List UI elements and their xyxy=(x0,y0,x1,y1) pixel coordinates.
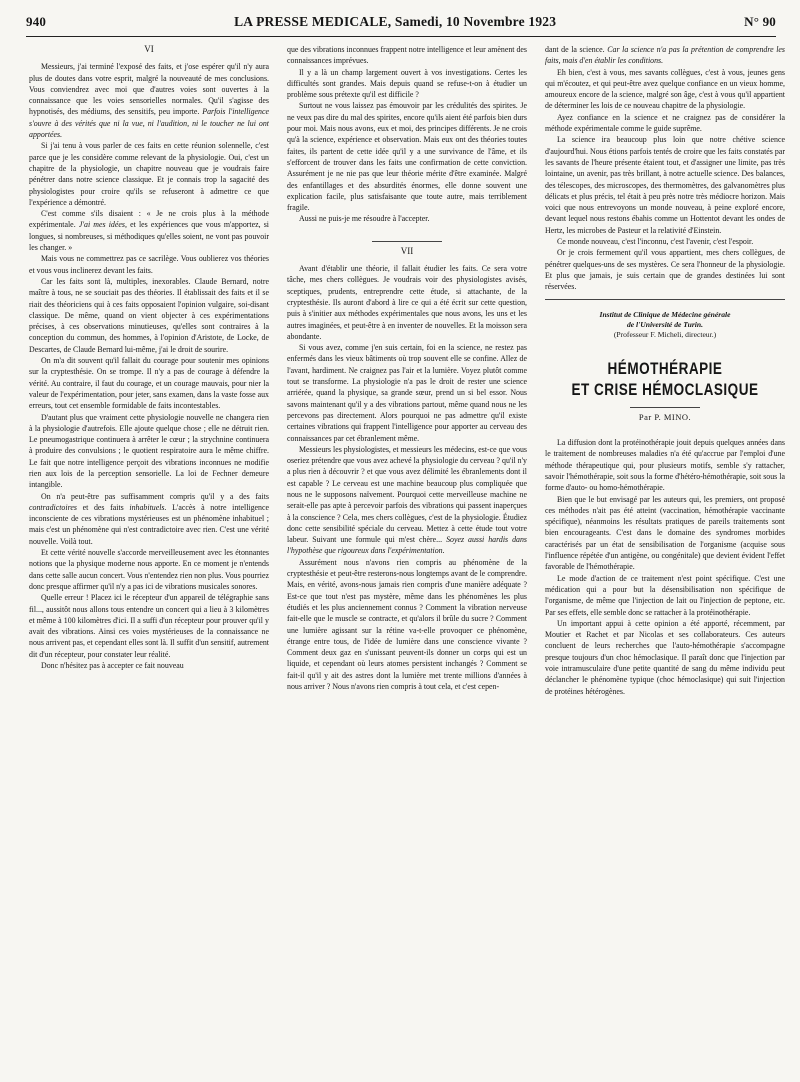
institute-line-2: de l'Université de Turin. xyxy=(626,319,704,329)
paragraph: que des vibrations inconnues frappent notre intelligence et leur amènent des connaissances imprévues. xyxy=(287,45,527,66)
paragraph: Aussi ne puis-je me résoudre à l'accepter. xyxy=(299,214,430,224)
spacer xyxy=(287,225,527,239)
article-title-line-1: HÉMOTHÉRAPIE xyxy=(607,359,723,378)
paragraph: Quelle erreur ! Placez ici le récepteur d'un appareil de télégraphie sans fil..., aussitôt nous allons tous entendre un concert qui a lieu à 3 kilomètres et même à 100 kilomètres d'ici. Il a suffi d'un récepteur pour prouver qu'il y avait des vibrations. Ainsi ces voies mystérieuses de la connaissance ne nous arrivent pas, et cependant elles sont là. Il suffit d'un sensitif, autrement dit d'un récepteur, pour constater leur réalité. xyxy=(29,593,269,659)
paragraph: Assurément nous n'avons rien compris au phénomène de la cryptesthésie et peut-être resterons-nous longtemps avant de le comprendre. Mais, en vérité, avons-nous jamais rien compris d'une manière adéquate ? Est-ce que tout n'est pas mystère, même dans les phénomènes les plus étudiés et les plus anciennement connus ? Comment la vibration nerveuse fait-elle que le muscle se contracte, et qu'alors il brûle du sucre ? Comment une lumière agissant sur la rétine va-t-elle provoquer ce phénomène, étrange entre tous, de l'idée de lumière dans une conscience vivante ? Comment deux gaz en s'unissant peuvent-ils donner un corps qui est un liquide, et cependant où leurs atomes persistent inchangés ? Comment se fait-il qu'il y ait des astres dont la lumière met trente millions d'années à nous arriver ? Nous n'avons rien compris à tout cela, et c'est cepen- xyxy=(287,557,527,692)
paragraph: Bien que le but envisagé par les auteurs qui, les premiers, ont proposé ces méthodes n'ait pas été atteint (vaccination, hémothérapie vaccinante spécifique), néanmoins les résultats pratiques de pareils traitements sont bien encourageants. C'est dans le domaine des syndromes morbides caractérisés par un état de sensibilisation de l'organisme (acquise sous l'influence répétée d'un antigène, ou congénitale) que devient évident l'effet favorable de l'hémothérapie. xyxy=(545,494,785,572)
section-rule xyxy=(372,241,442,242)
column-2 xyxy=(287,44,527,1074)
title-rule xyxy=(630,407,700,408)
paragraph: Mais vous ne commettrez pas ce sacrilège. Vous oublierez vos théories et vous vous inclinerez devant les faits. xyxy=(29,254,269,275)
paragraph: Or je crois fermement qu'il vous appartient, mes chers collègues, de pénétrer quelques-uns de ses mystères. Ce sera l'honneur de la physiologie. Et plus que jamais, je suis certain que de grandes destinées lui sont réservées. xyxy=(545,248,785,292)
paragraph: Surtout ne vous laissez pas émouvoir par les crédulités des spirites. Je ne veux pas dire du mal des spirites, encore qu'ils aient été parfois bien durs pour moi. Mais nous avons, eux et moi, des principes différents. Je ne crois qu'à la science, expérience et observation. Mais eux ont des théories toutes faites, ils partent de cette idée qu'il y a une survivance de l'âme, et ils s'efforcent de trouver dans les faits une confirmation de cette conviction. Assurément je ne nie pas que leur théorie mérite d'être examinée. Malgré des enfantillages et des absurdités énormes, elle donne souvent une explication facile, plus satisfaisante que toute autre, mais terriblement fragile. xyxy=(287,101,527,213)
paragraph: dant de la science. Car la science n'a pas la prétention de comprendre les faits, mais d'en établir les conditions. xyxy=(545,45,785,66)
paragraph: Messieurs les physiologistes, et messieurs les médecins, est-ce que vous oseriez prétendre que vous avez achevé la physiologie du cerveau ? qu'il n'y a plus rien à découvrir ? et que vous avez délimité les ébranlements dont il est capable ? Le cerveau est une machine beaucoup plus compliquée que nous ne le supposons naïvement. Pourquoi cette merveilleuse machine ne serait-elle pas apte à percevoir parfois des vibrations qui passent inaperçues à la conscience ? Cela, mes chers collègues, c'est de la physiologie. Étudiez donc cette sensibilité spéciale du cerveau. Mettez à cette étude tout votre labeur. Suivant une formule qui m'est chère... Soyez aussi hardis dans l'hypothèse que rigoureux dans l'expérimentation. xyxy=(287,444,527,556)
paragraph: Le mode d'action de ce traitement n'est point spécifique. C'est une médication qui a pour but la désensibilisation non spécifique de l'organisme, de même que l'injection de lait ou l'injection de peptone, etc. Par ses effets, elle semble donc se rattacher à la protéinothérapie. xyxy=(545,573,785,617)
paragraph: La diffusion dont la protéinothérapie jouit depuis quelques années dans le traitement de nombreuses maladies n'a été qu'accrue par l'emploi d'une méthode thérapeutique qui, pour plusieurs motifs, semble s'y rattacher, savoir l'hémothérapie, soit sous la forme d'hétéro-hémothérapie, soit sous la forme d'auto- ou homo-hémothérapie. xyxy=(545,438,785,493)
institute-line-1: Institut de Clinique de Médecine générale xyxy=(599,309,731,319)
issue-number: N° 90 xyxy=(744,14,776,29)
paragraph: Si j'ai tenu à vous parler de ces faits en cette réunion solennelle, c'est parce que je les considère comme relevant de la physiologie. Oui, c'est un chapitre de la physiologie, un chapitre nouveau que je voudrais faire pénétrer dans notre science classique. Et je connais trop la sagacité des physiologistes pour croire qu'ils se refuseront à admettre ce que l'expérience a démontré. xyxy=(29,141,269,207)
paragraph: Ayez confiance en la science et ne craignez pas de considérer la méthode expérimentale comme le guide suprême. xyxy=(545,112,785,134)
section-number-vi: VI xyxy=(144,44,154,54)
paragraph: C'est comme s'ils disaient : « Je ne crois plus à la méthode expérimentale. J'ai mes idées, et les expériences que vous m'apportez, si longues, si nombreuses, si méthodiques qu'elles soient, ne vont pas pouvoir les changer. » xyxy=(29,209,269,253)
professor-line: (Professeur F. Micheli, directeur.) xyxy=(613,330,717,340)
masthead: LA PRESSE MEDICALE, Samedi, 10 Novembre 1923 xyxy=(234,14,557,29)
paragraph: Car les faits sont là, multiples, inexorables. Claude Bernard, notre maître à tous, ne se souciait pas des théories. Il établissait des faits et il se riait des théoriciens qui à ces faits opposaient l'opinion vulgaire, soi-disant classique. De même, quand on vient objecter à ces expérimentations précises, à ces observations minutieuses, qu'elles sont contraires à la conception du commun, des hommes, à l'opinion d'Aristote, de Locke, de Descartes, de Claude Bernard lui-même, j'ai le droit de sourire. xyxy=(29,276,269,354)
byline: Par P. MINO. xyxy=(638,411,692,422)
paragraph: Un important appui à cette opinion a été apporté, récemment, par Moutier et Rachet et par Nicolas et ses collaborateurs. Ces auteurs concluent de leurs recherches que l'auto-hémothérapie s'accompagne presque toujours d'un choc hémoclasique. Il paraît donc que l'injection par voie intramusculaire d'une petite quantité de sang du même individu peut déclancher le phénomène typique (choc hémoclasique) qui suit l'injection de protéines hétérogènes. xyxy=(545,618,785,696)
paragraph: Donc n'hésitez pas à accepter ce fait nouveau xyxy=(41,661,184,671)
page-number: 940 xyxy=(26,14,47,29)
paragraph: La science ira beaucoup plus loin que notre chétive science d'aujourd'hui. Nous étions parfois tentés de croire que les faits constatés par les savants de l'heure présente étaient tout, et d'assigner une limite, pas très lointaine, un avenir, pas très brillant, à notre actuelle science. Des balances, des télescopes, des microscopes, des thermomètres, des galvanomètres plus délicats et plus précis, tel était à peu près notre très médiocre horizon. Mais voici que nous entrevoyons un monde nouveau, à peine exploré encore, devant lequel nous restons ébahis comme un Hottentot devant les ondes de Hertz, les microbes de Pasteur et la relativité d'Einstein. xyxy=(545,135,785,235)
page-header xyxy=(26,14,776,36)
section-number-vii: VII xyxy=(400,245,414,256)
column-3 xyxy=(545,44,785,1074)
paragraph: Avant d'établir une théorie, il fallait étudier les faits. Ce sera votre tâche, mes chers collègues. Je voudrais voir des physiologistes avisés, sceptiques, prudents, entreprendre cette étude, si attachante, de la cryptesthésie. Ils auront d'abord à lire ce qui a été écrit sur cette question, puis à s'initier aux méthodes expérimentales que nous avons, les uns et les autres imaginées, et peut-être à en inventer de nouvelles. Et la moisson sera abondante. xyxy=(287,264,527,341)
paragraph: On m'a dit souvent qu'il fallait du courage pour soutenir mes opinions sur la cryptesthésie. On se trompe. Il n'y a pas de courage à défendre la vérité. Au contraire, il faut du courage, et un courage mauvais, pour nier la valeur de l'expérimentation, pour jeter, sans examen, dans la vaste fosse aux erreurs, tout cet ensemble formidable de faits incontestables. xyxy=(29,356,269,411)
paragraph: Et cette vérité nouvelle s'accorde merveilleusement avec les étonnantes notions que la physique moderne nous apporte. En ce moment je n'entends dans cette salle aucun concert. Vous n'entendez rien non plus. Vous pourriez donc presque affirmer qu'il n'y a pas ici de vibrations musicales sonores. xyxy=(29,548,269,591)
article-separator-rule xyxy=(545,299,785,300)
paragraph: D'autant plus que vraiment cette physiologie nouvelle ne changera rien à la physiologie d'autrefois. Elle ajoute quelque chose ; elle ne détruit rien. Le pneumogastrique continuera à arrêter le cœur ; la strychnine continuera à produire des convulsions ; le quotient respiratoire aura le même chiffre. Le fait que notre intelligence perçoit des vibrations inconnues ne modifie rien aux lois de la perception sensorielle. La loi de Fechner demeure intangible. xyxy=(29,412,269,490)
header-rule xyxy=(26,36,776,37)
paragraph: Si vous avez, comme j'en suis certain, foi en la science, ne restez pas enfermés dans les vieux bâtiments où trop souvent elle se confine. Allez de l'avant, hardiment. Ne craignez pas l'air et la lumière. Voyez plutôt comme tout se transforme. La physiologie n'a pas le droit de rester une science arriérée, quand la physique, sa grande sœur, prend un si bel essor. Nous savons maintenant qu'il y a des vibrations partout, même quand nous ne les percevons pas directement. Alors pourquoi ne pas admettre qu'il existe certaines vibrations qui frappent l'intelligence pour apporter au cerveau des connaissances par cet ébranlement même. xyxy=(287,343,527,443)
article-title-line-2: ET CRISE HÉMOCLASIQUE xyxy=(571,380,759,399)
paragraph: Messieurs, j'ai terminé l'exposé des faits, et j'ose espérer qu'il n'y aura plus de doutes dans votre esprit, malgré la nouveauté de mes conclusions. Vous conviendrez avec moi que d'autres voies sont ouvertes à la connaissance que les voies sensorielles normales. Qu'il s'agisse des hypnotisés, des médiums, des sensitifs, peu importe. Parfois l'intelligence s'ouvre à des vérités que ni la vue, ni l'audition, ni le toucher ne lui ont apportées. xyxy=(29,62,269,140)
column-1 xyxy=(29,44,269,1074)
paragraph: Ce monde nouveau, c'est l'inconnu, c'est l'avenir, c'est l'espoir. xyxy=(557,237,754,247)
paragraph: On n'a peut-être pas suffisamment compris qu'il y a des faits contradictoires et des faits inhabituels. L'accès à notre intelligence inconsciente de ces vibrations mystérieuses est un phénomène inhabituel ; mais c'est un phénomène qui n'est contradictoire avec rien. C'est une vérité nouvelle. Voilà tout. xyxy=(29,491,269,546)
paragraph: Eh bien, c'est à vous, mes savants collègues, c'est à vous, jeunes gens qui m'écoutez, et qui peut-être avez quelque confiance en un vieux homme, amoureux encore de la science, malgré son âge, c'est à vous qu'il appartient de déterminer les lois de ce nouveau chapitre de la physiologie. xyxy=(545,67,785,111)
paragraph: Il y a là un champ largement ouvert à vos investigations. Certes les difficultés sont grandes. Mais depuis quand se refuse-t-on à étudier un problème sous prétexte qu'il est difficile ? xyxy=(287,67,527,100)
